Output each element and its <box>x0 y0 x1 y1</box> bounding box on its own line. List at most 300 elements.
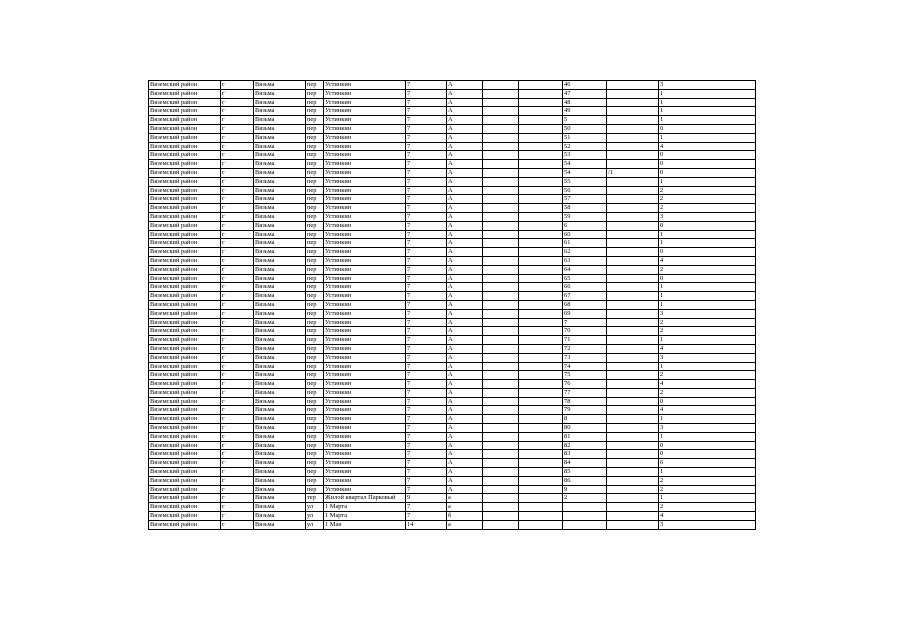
apartment-cell: 7 <box>563 318 607 327</box>
street-type-cell: пер <box>306 204 324 213</box>
building-cell <box>483 406 519 415</box>
district-cell: Вяземский район <box>149 212 221 221</box>
street-name-cell: Устинкин <box>324 362 406 371</box>
street-name-cell: Устинкин <box>324 424 406 433</box>
district-cell: Вяземский район <box>149 336 221 345</box>
apartment-cell: 81 <box>563 432 607 441</box>
city-cell: Вязьма <box>254 424 306 433</box>
apartment-suffix-cell <box>607 424 659 433</box>
settlement-type-cell: г <box>221 388 254 397</box>
table-row <box>149 98 756 107</box>
house-letter-cell: А <box>447 124 483 133</box>
street-type-cell: пер <box>306 406 324 415</box>
structure-cell <box>519 432 563 441</box>
house-letter-cell: А <box>447 353 483 362</box>
city-cell: Вязьма <box>254 353 306 362</box>
apartment-suffix-cell <box>607 520 659 529</box>
district-cell: Вяземский район <box>149 468 221 477</box>
apartment-cell: 52 <box>563 142 607 151</box>
house-letter-cell: А <box>447 424 483 433</box>
district-cell: Вяземский район <box>149 494 221 503</box>
city-cell: Вязьма <box>254 107 306 116</box>
city-cell: Вязьма <box>254 309 306 318</box>
structure-cell <box>519 344 563 353</box>
house-letter-cell: А <box>447 265 483 274</box>
count-cell: 1 <box>659 292 756 301</box>
house-letter-cell: А <box>447 133 483 142</box>
street-name-cell: Устинкин <box>324 485 406 494</box>
apartment-cell: 65 <box>563 274 607 283</box>
settlement-type-cell: г <box>221 309 254 318</box>
settlement-type-cell: г <box>221 353 254 362</box>
count-cell: 0 <box>659 160 756 169</box>
table-row <box>149 371 756 380</box>
building-cell <box>483 248 519 257</box>
building-cell <box>483 265 519 274</box>
settlement-type-cell: г <box>221 186 254 195</box>
count-cell: 1 <box>659 283 756 292</box>
house-number-cell: 7 <box>406 362 447 371</box>
apartment-cell: 53 <box>563 151 607 160</box>
city-cell: Вязьма <box>254 177 306 186</box>
street-name-cell: Устинкин <box>324 318 406 327</box>
apartment-suffix-cell <box>607 195 659 204</box>
count-cell: 0 <box>659 221 756 230</box>
apartment-suffix-cell <box>607 406 659 415</box>
settlement-type-cell: г <box>221 274 254 283</box>
count-cell: 1 <box>659 336 756 345</box>
district-cell: Вяземский район <box>149 248 221 257</box>
apartment-suffix-cell <box>607 292 659 301</box>
count-cell: 2 <box>659 371 756 380</box>
city-cell: Вязьма <box>254 336 306 345</box>
count-cell: 2 <box>659 327 756 336</box>
house-letter-cell: А <box>447 309 483 318</box>
city-cell: Вязьма <box>254 397 306 406</box>
street-name-cell: Устинкин <box>324 432 406 441</box>
settlement-type-cell: г <box>221 142 254 151</box>
apartment-suffix-cell <box>607 151 659 160</box>
street-name-cell: Жилой квартал Парковый <box>324 494 406 503</box>
street-type-cell: пер <box>306 265 324 274</box>
district-cell: Вяземский район <box>149 168 221 177</box>
street-name-cell: Устинкин <box>324 388 406 397</box>
structure-cell <box>519 494 563 503</box>
street-name-cell: Устинкин <box>324 230 406 239</box>
city-cell: Вязьма <box>254 388 306 397</box>
apartment-cell: 67 <box>563 292 607 301</box>
settlement-type-cell: г <box>221 318 254 327</box>
house-number-cell: 7 <box>406 468 447 477</box>
settlement-type-cell: г <box>221 336 254 345</box>
apartment-suffix-cell <box>607 397 659 406</box>
table-row <box>149 520 756 529</box>
city-cell: Вязьма <box>254 459 306 468</box>
district-cell: Вяземский район <box>149 256 221 265</box>
apartment-suffix-cell <box>607 89 659 98</box>
count-cell: 2 <box>659 476 756 485</box>
building-cell <box>483 309 519 318</box>
building-cell <box>483 380 519 389</box>
structure-cell <box>519 292 563 301</box>
street-name-cell: Устинкин <box>324 327 406 336</box>
street-type-cell: пер <box>306 380 324 389</box>
count-cell: 1 <box>659 415 756 424</box>
house-letter-cell: А <box>447 476 483 485</box>
house-number-cell: 7 <box>406 186 447 195</box>
city-cell: Вязьма <box>254 221 306 230</box>
structure-cell <box>519 230 563 239</box>
settlement-type-cell: г <box>221 327 254 336</box>
building-cell <box>483 89 519 98</box>
count-cell: 1 <box>659 362 756 371</box>
building-cell <box>483 520 519 529</box>
apartment-suffix-cell <box>607 107 659 116</box>
city-cell: Вязьма <box>254 283 306 292</box>
house-letter-cell: б <box>447 512 483 521</box>
count-cell: 1 <box>659 239 756 248</box>
count-cell: 4 <box>659 256 756 265</box>
district-cell: Вяземский район <box>149 300 221 309</box>
city-cell: Вязьма <box>254 512 306 521</box>
structure-cell <box>519 388 563 397</box>
city-cell: Вязьма <box>254 124 306 133</box>
street-name-cell: Устинкин <box>324 204 406 213</box>
house-letter-cell: А <box>447 274 483 283</box>
building-cell <box>483 512 519 521</box>
street-type-cell: пер <box>306 388 324 397</box>
house-letter-cell: А <box>447 371 483 380</box>
table-row <box>149 318 756 327</box>
street-name-cell: Устинкин <box>324 450 406 459</box>
house-letter-cell: А <box>447 327 483 336</box>
structure-cell <box>519 380 563 389</box>
street-name-cell: Устинкин <box>324 160 406 169</box>
table-row <box>149 186 756 195</box>
count-cell: 3 <box>659 212 756 221</box>
settlement-type-cell: г <box>221 300 254 309</box>
table-row <box>149 151 756 160</box>
table-row <box>149 432 756 441</box>
house-number-cell: 7 <box>406 133 447 142</box>
street-name-cell: Устинкин <box>324 265 406 274</box>
settlement-type-cell: г <box>221 168 254 177</box>
structure-cell <box>519 274 563 283</box>
count-cell: 0 <box>659 274 756 283</box>
district-cell: Вяземский район <box>149 177 221 186</box>
table-row <box>149 89 756 98</box>
apartment-cell: 68 <box>563 300 607 309</box>
structure-cell <box>519 133 563 142</box>
count-cell: 1 <box>659 432 756 441</box>
apartment-cell: 57 <box>563 195 607 204</box>
house-letter-cell: А <box>447 230 483 239</box>
street-name-cell: Устинкин <box>324 476 406 485</box>
building-cell <box>483 256 519 265</box>
street-type-cell: пер <box>306 89 324 98</box>
structure-cell <box>519 221 563 230</box>
house-letter-cell: А <box>447 239 483 248</box>
street-type-cell: пер <box>306 195 324 204</box>
apartment-suffix-cell <box>607 371 659 380</box>
house-letter-cell: А <box>447 318 483 327</box>
street-type-cell: пер <box>306 274 324 283</box>
district-cell: Вяземский район <box>149 124 221 133</box>
street-type-cell: ул <box>306 520 324 529</box>
apartment-suffix-cell <box>607 309 659 318</box>
count-cell: 0 <box>659 151 756 160</box>
apartment-suffix-cell <box>607 450 659 459</box>
house-letter-cell: А <box>447 212 483 221</box>
street-name-cell: Устинкин <box>324 459 406 468</box>
settlement-type-cell: г <box>221 292 254 301</box>
structure-cell <box>519 248 563 257</box>
apartment-suffix-cell <box>607 415 659 424</box>
count-cell: 1 <box>659 107 756 116</box>
table-row <box>149 177 756 186</box>
street-type-cell: пер <box>306 116 324 125</box>
apartment-suffix-cell <box>607 468 659 477</box>
district-cell: Вяземский район <box>149 353 221 362</box>
street-name-cell: Устинкин <box>324 397 406 406</box>
building-cell <box>483 388 519 397</box>
count-cell: 0 <box>659 124 756 133</box>
district-cell: Вяземский район <box>149 107 221 116</box>
district-cell: Вяземский район <box>149 142 221 151</box>
apartment-suffix-cell <box>607 230 659 239</box>
district-cell: Вяземский район <box>149 344 221 353</box>
district-cell: Вяземский район <box>149 221 221 230</box>
city-cell: Вязьма <box>254 362 306 371</box>
count-cell: 2 <box>659 204 756 213</box>
city-cell: Вязьма <box>254 89 306 98</box>
district-cell: Вяземский район <box>149 476 221 485</box>
structure-cell <box>519 283 563 292</box>
city-cell: Вязьма <box>254 441 306 450</box>
settlement-type-cell: г <box>221 406 254 415</box>
building-cell <box>483 195 519 204</box>
settlement-type-cell: г <box>221 124 254 133</box>
street-type-cell: пер <box>306 177 324 186</box>
house-number-cell: 7 <box>406 89 447 98</box>
apartment-suffix-cell <box>607 353 659 362</box>
building-cell <box>483 116 519 125</box>
house-number-cell: 7 <box>406 256 447 265</box>
street-name-cell: Устинкин <box>324 239 406 248</box>
structure-cell <box>519 116 563 125</box>
apartment-cell: 78 <box>563 397 607 406</box>
district-cell: Вяземский район <box>149 230 221 239</box>
count-cell: 0 <box>659 397 756 406</box>
house-letter-cell: А <box>447 450 483 459</box>
street-name-cell: 1 Марта <box>324 503 406 512</box>
street-type-cell: пер <box>306 256 324 265</box>
count-cell: 4 <box>659 142 756 151</box>
apartment-suffix-cell <box>607 318 659 327</box>
apartment-cell: 49 <box>563 107 607 116</box>
apartment-suffix-cell <box>607 239 659 248</box>
apartment-cell: 2 <box>563 494 607 503</box>
district-cell: Вяземский район <box>149 415 221 424</box>
house-number-cell: 7 <box>406 283 447 292</box>
street-name-cell: Устинкин <box>324 168 406 177</box>
street-name-cell: Устинкин <box>324 133 406 142</box>
table-row <box>149 292 756 301</box>
building-cell <box>483 459 519 468</box>
house-number-cell: 7 <box>406 81 447 90</box>
building-cell <box>483 98 519 107</box>
street-name-cell: Устинкин <box>324 371 406 380</box>
apartment-cell: 74 <box>563 362 607 371</box>
apartment-suffix-cell <box>607 494 659 503</box>
structure-cell <box>519 89 563 98</box>
apartment-suffix-cell <box>607 503 659 512</box>
apartment-cell: 86 <box>563 476 607 485</box>
district-cell: Вяземский район <box>149 441 221 450</box>
building-cell <box>483 177 519 186</box>
house-number-cell: 7 <box>406 195 447 204</box>
city-cell: Вязьма <box>254 168 306 177</box>
settlement-type-cell: г <box>221 476 254 485</box>
street-type-cell: пер <box>306 248 324 257</box>
house-letter-cell: а <box>447 494 483 503</box>
table-row <box>149 239 756 248</box>
settlement-type-cell: г <box>221 151 254 160</box>
building-cell <box>483 168 519 177</box>
house-number-cell: 7 <box>406 380 447 389</box>
table-row <box>149 336 756 345</box>
apartment-cell: 80 <box>563 424 607 433</box>
count-cell: 4 <box>659 512 756 521</box>
settlement-type-cell: г <box>221 248 254 257</box>
apartment-cell: 60 <box>563 230 607 239</box>
street-name-cell: Устинкин <box>324 344 406 353</box>
structure-cell <box>519 424 563 433</box>
district-cell: Вяземский район <box>149 485 221 494</box>
house-number-cell: 7 <box>406 142 447 151</box>
street-name-cell: 1 Марта <box>324 512 406 521</box>
table-row <box>149 362 756 371</box>
house-number-cell: 7 <box>406 388 447 397</box>
apartment-cell: 5 <box>563 116 607 125</box>
district-cell: Вяземский район <box>149 406 221 415</box>
count-cell: 0 <box>659 441 756 450</box>
house-number-cell: 7 <box>406 512 447 521</box>
apartment-cell: 56 <box>563 186 607 195</box>
building-cell <box>483 124 519 133</box>
street-name-cell: Устинкин <box>324 256 406 265</box>
apartment-cell: 6 <box>563 221 607 230</box>
structure-cell <box>519 353 563 362</box>
district-cell: Вяземский район <box>149 195 221 204</box>
district-cell: Вяземский район <box>149 327 221 336</box>
apartment-cell: 51 <box>563 133 607 142</box>
apartment-suffix-cell <box>607 221 659 230</box>
settlement-type-cell: г <box>221 212 254 221</box>
table-row <box>149 397 756 406</box>
structure-cell <box>519 81 563 90</box>
street-type-cell: пер <box>306 309 324 318</box>
table-row <box>149 142 756 151</box>
settlement-type-cell: г <box>221 89 254 98</box>
count-cell: 0 <box>659 168 756 177</box>
house-number-cell: 7 <box>406 160 447 169</box>
structure-cell <box>519 256 563 265</box>
count-cell: 1 <box>659 230 756 239</box>
count-cell: 2 <box>659 318 756 327</box>
building-cell <box>483 450 519 459</box>
table-row <box>149 204 756 213</box>
structure-cell <box>519 195 563 204</box>
table-row <box>149 160 756 169</box>
district-cell: Вяземский район <box>149 89 221 98</box>
structure-cell <box>519 476 563 485</box>
city-cell: Вязьма <box>254 468 306 477</box>
structure-cell <box>519 318 563 327</box>
house-letter-cell: А <box>447 406 483 415</box>
street-name-cell: Устинкин <box>324 81 406 90</box>
table-row <box>149 415 756 424</box>
structure-cell <box>519 107 563 116</box>
table-row <box>149 459 756 468</box>
table-row <box>149 309 756 318</box>
house-number-cell: 7 <box>406 265 447 274</box>
district-cell: Вяземский район <box>149 371 221 380</box>
apartment-suffix-cell <box>607 336 659 345</box>
house-number-cell: 7 <box>406 107 447 116</box>
street-type-cell: пер <box>306 318 324 327</box>
building-cell <box>483 432 519 441</box>
house-number-cell: 7 <box>406 124 447 133</box>
table-row <box>149 116 756 125</box>
structure-cell <box>519 327 563 336</box>
house-number-cell: 7 <box>406 116 447 125</box>
street-name-cell: Устинкин <box>324 186 406 195</box>
structure-cell <box>519 468 563 477</box>
settlement-type-cell: г <box>221 432 254 441</box>
structure-cell <box>519 336 563 345</box>
house-number-cell: 7 <box>406 432 447 441</box>
settlement-type-cell: г <box>221 424 254 433</box>
settlement-type-cell: г <box>221 195 254 204</box>
building-cell <box>483 186 519 195</box>
district-cell: Вяземский район <box>149 318 221 327</box>
address-table <box>148 80 756 530</box>
building-cell <box>483 441 519 450</box>
apartment-suffix-cell <box>607 98 659 107</box>
structure-cell <box>519 397 563 406</box>
street-name-cell: Устинкин <box>324 309 406 318</box>
count-cell: 6 <box>659 459 756 468</box>
settlement-type-cell: г <box>221 441 254 450</box>
city-cell: Вязьма <box>254 327 306 336</box>
building-cell <box>483 239 519 248</box>
count-cell: 3 <box>659 81 756 90</box>
house-letter-cell: А <box>447 468 483 477</box>
house-number-cell: 7 <box>406 300 447 309</box>
count-cell: 1 <box>659 468 756 477</box>
count-cell: 4 <box>659 406 756 415</box>
house-number-cell: 7 <box>406 151 447 160</box>
apartment-suffix-cell <box>607 300 659 309</box>
table-row <box>149 406 756 415</box>
apartment-cell: 8 <box>563 415 607 424</box>
house-letter-cell: А <box>447 362 483 371</box>
apartment-cell: 70 <box>563 327 607 336</box>
street-name-cell: Устинкин <box>324 274 406 283</box>
district-cell: Вяземский район <box>149 503 221 512</box>
building-cell <box>483 142 519 151</box>
